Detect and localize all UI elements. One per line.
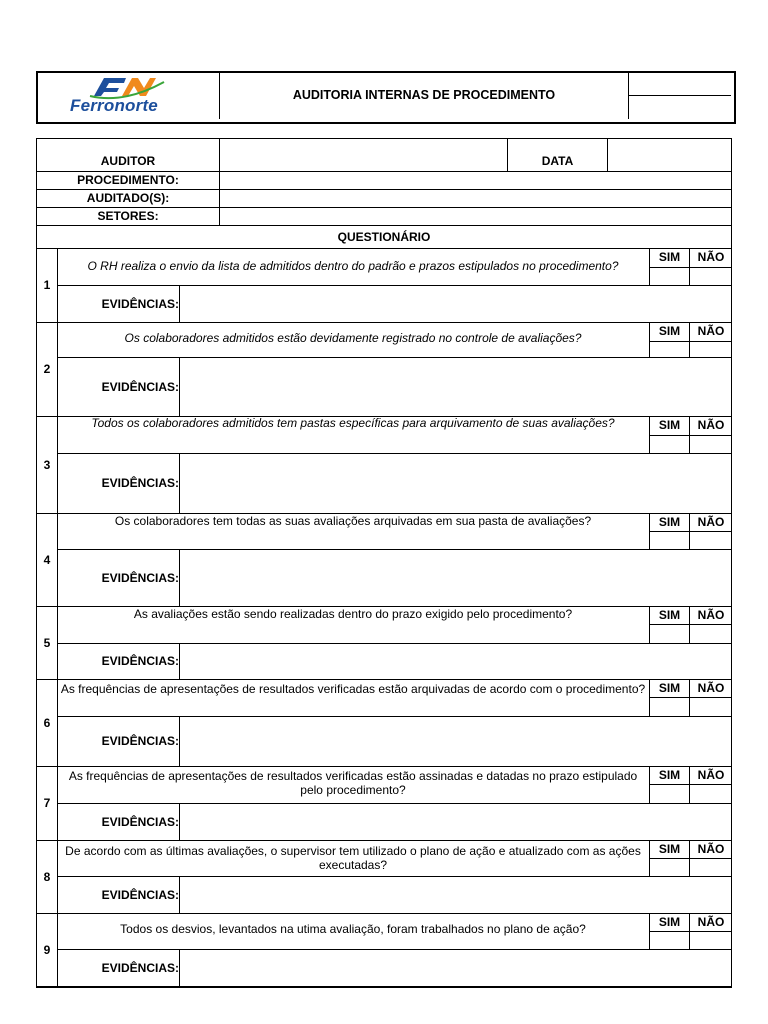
page-title: AUDITORIA INTERNAS DE PROCEDIMENTO <box>292 88 556 102</box>
evidence-label: EVIDÊNCIAS: <box>101 814 179 829</box>
no-checkbox[interactable] <box>690 625 731 643</box>
no-checkbox[interactable] <box>690 785 731 803</box>
yes-checkbox[interactable] <box>650 625 689 643</box>
question-divider <box>36 913 732 914</box>
evidence-label: EVIDÊNCIAS: <box>101 887 179 902</box>
no-checkbox[interactable] <box>690 698 731 716</box>
evidence-field[interactable] <box>180 644 731 679</box>
question-number: 1 <box>43 278 51 292</box>
yes-label: SIM <box>658 768 681 782</box>
evidence-field[interactable] <box>180 804 731 840</box>
no-checkbox[interactable] <box>690 342 731 357</box>
question-text: As frequências de apresentações de resultados verificadas estão assinadas e datadas no prazo estipulado pelo procedimento? <box>68 769 638 797</box>
setores-label: SETORES: <box>97 209 159 223</box>
yes-checkbox[interactable] <box>650 436 689 453</box>
evidence-label: EVIDÊNCIAS: <box>101 379 179 394</box>
evidence-field[interactable] <box>180 550 731 606</box>
evidence-label: EVIDÊNCIAS: <box>101 296 179 311</box>
no-checkbox[interactable] <box>690 859 731 876</box>
question-divider <box>36 679 732 680</box>
yes-label: SIM <box>658 842 681 856</box>
evidence-label: EVIDÊNCIAS: <box>101 961 179 975</box>
yes-checkbox[interactable] <box>650 859 689 876</box>
yes-checkbox[interactable] <box>650 785 689 803</box>
company-logo <box>64 74 184 116</box>
question-divider <box>36 840 732 841</box>
question-text: De acordo com as últimas avaliações, o supervisor tem utilizado o plano de ação e atualizado com as ações executadas? <box>65 844 641 872</box>
yes-label: SIM <box>658 608 681 622</box>
evidence-label: EVIDÊNCIAS: <box>101 654 179 668</box>
question-number: 9 <box>43 943 51 957</box>
yes-label: SIM <box>658 250 681 264</box>
yes-checkbox[interactable] <box>650 698 689 716</box>
question-number: 2 <box>43 362 51 376</box>
yes-label: SIM <box>658 915 681 929</box>
yes-checkbox[interactable] <box>650 268 689 285</box>
question-text: Todos os desvios, levantados na utima avaliação, foram trabalhados no plano de ação? <box>120 922 586 936</box>
no-label: NÃO <box>697 681 725 695</box>
no-checkbox[interactable] <box>690 268 731 285</box>
question-text: Todos os colaboradores admitidos tem pastas específicas para arquivamento de suas avaliações? <box>91 416 615 430</box>
yes-checkbox[interactable] <box>650 342 689 357</box>
yes-label: SIM <box>658 418 681 432</box>
auditados-field[interactable] <box>220 190 731 207</box>
yes-label: SIM <box>658 324 681 338</box>
setores-field[interactable] <box>220 208 731 225</box>
yes-checkbox[interactable] <box>650 932 689 949</box>
question-number: 3 <box>43 457 51 472</box>
question-divider <box>36 322 732 323</box>
header-right-split <box>628 95 731 96</box>
no-label: NÃO <box>697 418 725 432</box>
auditor-field[interactable] <box>220 139 507 171</box>
logo-text: Ferronorte <box>70 96 158 115</box>
question-text: As avaliações estão sendo realizadas dentro do prazo exigido pelo procedimento? <box>133 607 573 621</box>
question-divider <box>36 987 732 988</box>
question-text: O RH realiza o envio da lista de admitidos dentro do padrão e prazos estipulados no procedimento? <box>87 259 619 273</box>
no-label: NÃO <box>697 608 725 622</box>
question-number: 7 <box>43 796 51 810</box>
number-column-divider <box>57 248 58 987</box>
no-checkbox[interactable] <box>690 436 731 453</box>
evidence-field[interactable] <box>180 358 731 416</box>
evidence-field[interactable] <box>180 286 731 322</box>
auditor-label: AUDITOR <box>100 154 156 168</box>
auditados-label: AUDITADO(S): <box>86 191 170 205</box>
evidence-field[interactable] <box>180 717 731 766</box>
no-label: NÃO <box>697 768 725 782</box>
no-checkbox[interactable] <box>690 932 731 949</box>
evidence-field[interactable] <box>180 950 731 987</box>
yes-label: SIM <box>658 681 681 695</box>
question-number: 6 <box>43 715 51 730</box>
questionnaire-title: QUESTIONÁRIO <box>337 230 431 244</box>
question-text: Os colaboradores admitidos estão devidamente registrado no controle de avaliações? <box>124 331 582 345</box>
data-label: DATA <box>541 154 574 168</box>
question-number: 5 <box>43 635 51 650</box>
question-text: As frequências de apresentações de resultados verificadas estão arquivadas de acordo com o procedimento? <box>60 682 646 696</box>
question-text: Os colaboradores tem todas as suas avaliações arquivadas em sua pasta de avaliações? <box>114 514 592 528</box>
question-divider <box>36 766 732 767</box>
yes-checkbox[interactable] <box>650 532 689 549</box>
question-number: 8 <box>43 869 51 884</box>
no-label: NÃO <box>697 915 725 929</box>
procedimento-label: PROCEDIMENTO: <box>77 173 179 187</box>
no-label: NÃO <box>697 250 725 264</box>
no-checkbox[interactable] <box>690 532 731 549</box>
evidence-label: EVIDÊNCIAS: <box>101 476 179 490</box>
no-label: NÃO <box>697 515 725 529</box>
info-line-5 <box>36 248 732 249</box>
yes-label: SIM <box>658 515 681 529</box>
evidence-field[interactable] <box>180 454 731 513</box>
evidence-field[interactable] <box>180 877 731 913</box>
evidence-label: EVIDÊNCIAS: <box>101 570 179 585</box>
evidence-label: EVIDÊNCIAS: <box>101 734 179 748</box>
data-field[interactable] <box>608 139 731 171</box>
no-label: NÃO <box>697 324 725 338</box>
no-label: NÃO <box>697 842 725 856</box>
procedimento-field[interactable] <box>220 172 731 189</box>
info-line-4 <box>36 225 732 226</box>
question-number: 4 <box>43 552 51 567</box>
